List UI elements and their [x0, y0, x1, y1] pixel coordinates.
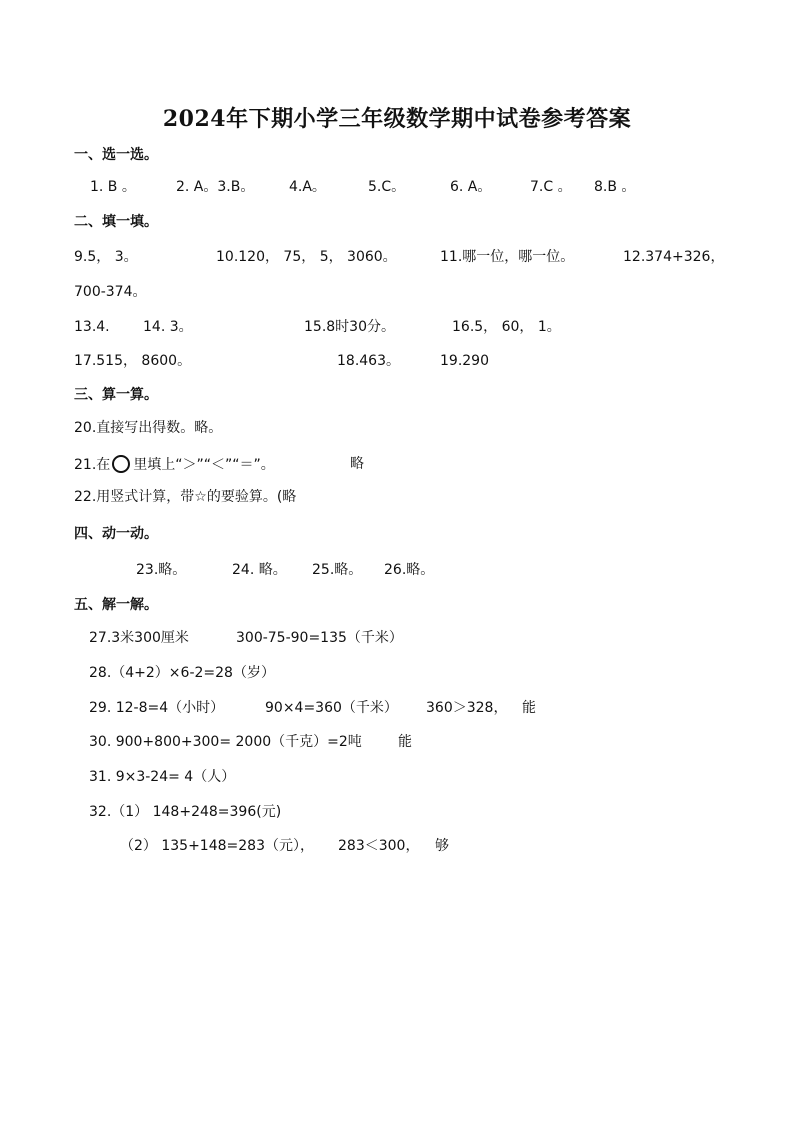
- answer-10: 10.120， 75， 5， 3060。: [216, 249, 397, 265]
- answer-32-2-result: 够: [435, 838, 449, 854]
- q21-prefix: 21.在: [74, 457, 111, 473]
- answer-16: 16.5， 60， 1。: [452, 319, 561, 335]
- page-title: 2024年下期小学三年级数学期中试卷参考答案: [162, 106, 632, 132]
- answer-14: 14. 3。: [143, 319, 193, 335]
- answer-32-2-compare: 283＜300，: [338, 838, 420, 854]
- answer-32-1: 32.（1） 148+248=396(元): [89, 804, 282, 820]
- answer-6: 6. A。: [450, 179, 492, 195]
- answer-20: 20.直接写出得数。略。: [74, 420, 223, 436]
- answer-24: 24. 略。: [232, 562, 287, 578]
- answer-27-calc: 300-75-90=135（千米）: [236, 630, 403, 646]
- answer-4: 4.A。: [289, 179, 326, 195]
- answer-19: 19.290: [440, 353, 489, 369]
- answer-18: 18.463。: [337, 353, 400, 369]
- answer-29-result: 能: [522, 700, 536, 716]
- answer-32-2: （2） 135+148=283（元），: [120, 838, 314, 854]
- answer-25: 25.略。: [312, 562, 363, 578]
- answer-13: 13.4.: [74, 319, 110, 335]
- section-heading-solve: 五、解一解。: [74, 597, 158, 613]
- section-heading-choose: 一、选一选。: [74, 147, 158, 163]
- answer-2-3: 2. A。3.B。: [176, 179, 255, 195]
- answer-31: 31. 9×3-24= 4（人）: [89, 769, 236, 785]
- circle-icon: [112, 455, 130, 473]
- answer-21-value: 略: [350, 456, 364, 472]
- answer-1: 1. B 。: [90, 179, 136, 195]
- answer-12-cont: 700-374。: [74, 284, 147, 300]
- answer-8: 8.B 。: [594, 179, 636, 195]
- answer-30: 30. 900+800+300= 2000（千克）=2吨: [89, 734, 362, 750]
- answer-5: 5.C。: [368, 179, 406, 195]
- answer-15: 15.8时30分。: [304, 319, 395, 335]
- answer-26: 26.略。: [384, 562, 435, 578]
- section-heading-calc: 三、算一算。: [74, 387, 158, 403]
- section-heading-hands-on: 四、动一动。: [74, 526, 158, 542]
- answer-28: 28.（4+2）×6-2=28（岁）: [89, 665, 275, 681]
- answer-7: 7.C 。: [530, 179, 572, 195]
- answer-27: 27.3米300厘米: [89, 630, 189, 646]
- q21-instruction: 里填上“＞”“＜”“＝”。: [133, 457, 275, 473]
- answer-21: [74, 455, 275, 474]
- answer-29-distance: 90×4=360（千米）: [265, 700, 398, 716]
- section-heading-fill: 二、填一填。: [74, 214, 158, 230]
- answer-12: 12.374+326，: [623, 249, 725, 265]
- answer-30-result: 能: [398, 734, 412, 750]
- answer-17: 17.515， 8600。: [74, 353, 192, 369]
- answer-9: 9.5， 3。: [74, 249, 138, 265]
- answer-22: 22.用竖式计算，带☆的要验算。(略: [74, 489, 297, 505]
- answer-29-compare: 360＞328，: [426, 700, 508, 716]
- answer-23: 23.略。: [136, 562, 187, 578]
- answer-11: 11.哪一位，哪一位。: [440, 249, 575, 265]
- answer-29: 29. 12-8=4（小时）: [89, 700, 225, 716]
